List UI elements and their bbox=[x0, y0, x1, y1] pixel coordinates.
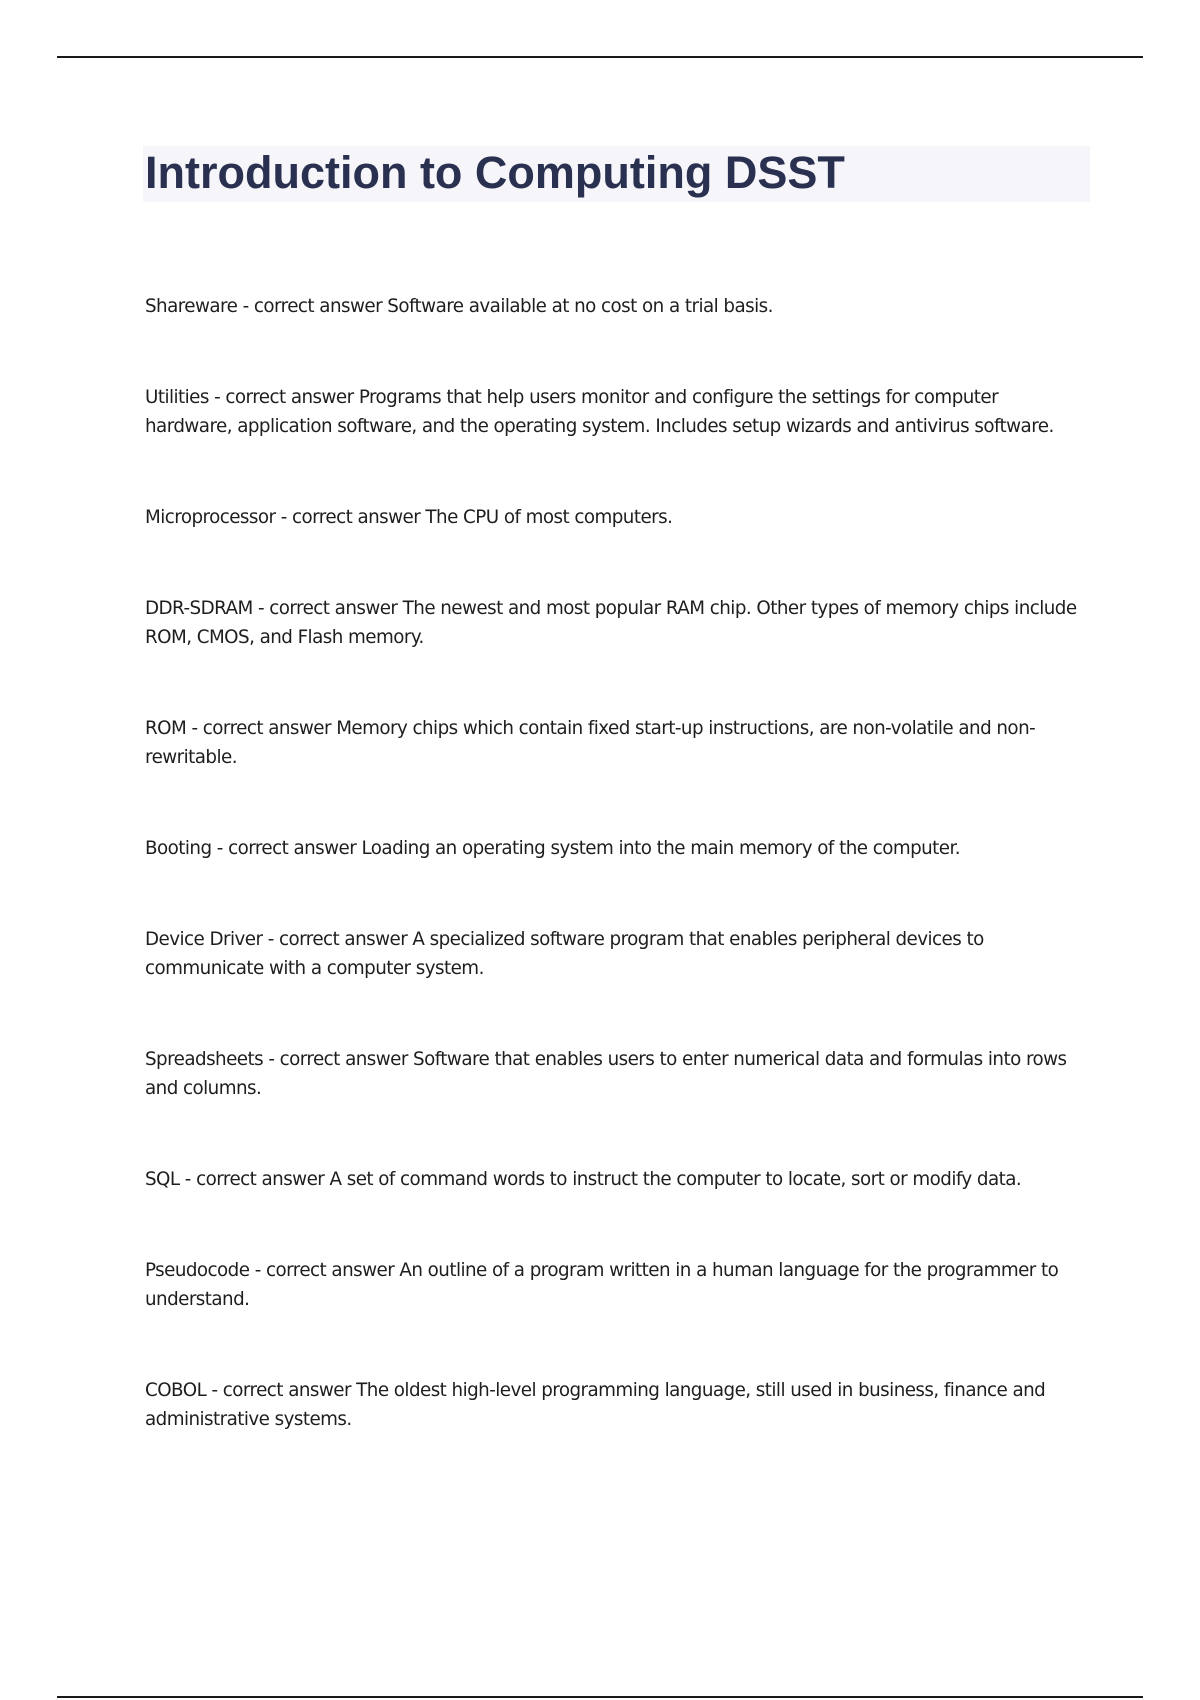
document-title: Introduction to Computing DSST bbox=[145, 147, 845, 198]
flashcard-entry-ddr-sdram: DDR-SDRAM - correct answer The newest and most popular RAM chip. Other types of memory chips include ROM, CMOS, and Flash memory. bbox=[145, 598, 1077, 648]
flashcard-list bbox=[145, 292, 1090, 1496]
flashcard-entry-microprocessor: Microprocessor - correct answer The CPU of most computers. bbox=[145, 507, 673, 528]
flashcard-entry-spreadsheets: Spreadsheets - correct answer Software that enables users to enter numerical data and formulas into rows and columns. bbox=[145, 1049, 1067, 1099]
flashcard-entry-booting: Booting - correct answer Loading an operating system into the main memory of the computer. bbox=[145, 838, 961, 859]
flashcard-entry-utilities: Utilities - correct answer Programs that help users monitor and configure the settings for computer hardware, application software, and the operating system. Includes setup wizards and antivirus software. bbox=[145, 387, 1054, 437]
flashcard-entry-sql: SQL - correct answer A set of command words to instruct the computer to locate, sort or modify data. bbox=[145, 1169, 1022, 1190]
flashcard-entry-pseudocode: Pseudocode - correct answer An outline of a program written in a human language for the programmer to understand. bbox=[145, 1260, 1059, 1310]
top-divider bbox=[57, 56, 1143, 58]
flashcard-entry-cobol: COBOL - correct answer The oldest high-level programming language, still used in business, finance and administrative systems. bbox=[145, 1380, 1046, 1430]
bottom-divider bbox=[57, 1696, 1143, 1698]
flashcard-entry-rom: ROM - correct answer Memory chips which contain fixed start-up instructions, are non-volatile and non-rewritable. bbox=[145, 718, 1036, 768]
flashcard-entry-device-driver: Device Driver - correct answer A specialized software program that enables peripheral devices to communicate with a computer system. bbox=[145, 929, 984, 979]
flashcard-entry-shareware: Shareware - correct answer Software available at no cost on a trial basis. bbox=[145, 296, 773, 317]
